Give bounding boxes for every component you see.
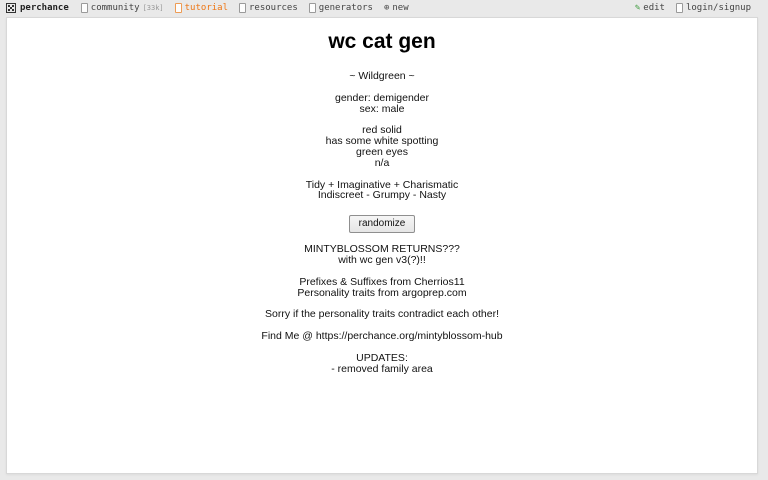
apology-section [7, 309, 757, 320]
extra-line: n/a [374, 156, 390, 169]
nav-item-label: tutorial [184, 3, 228, 13]
updates-title: UPDATES: [356, 351, 408, 364]
find-me-line: Find Me @ https://perchance.org/mintyblossom-hub [261, 330, 503, 343]
page-icon [81, 3, 88, 13]
login-icon [676, 3, 683, 13]
positive-traits: Tidy + Imaginative + Charismatic [305, 178, 459, 191]
eyes-line: green eyes [356, 145, 408, 158]
globe-plus-icon: ⊕ [383, 2, 390, 13]
gender-line: gender: demigender [335, 91, 429, 104]
generator-output-panel [6, 17, 758, 474]
nav-item-generators[interactable] [309, 3, 373, 13]
nav-item-label: community [90, 3, 140, 13]
randomize-button[interactable]: randomize [349, 215, 416, 233]
page-icon [175, 3, 182, 13]
edit-link[interactable] [635, 3, 665, 13]
cat-name: ~ Wildgreen ~ [349, 70, 415, 82]
announcement-section [7, 244, 757, 266]
appearance-section [7, 125, 757, 168]
credit-line-2: Personality traits from argoprep.com [297, 286, 467, 299]
credit-line-1: Prefixes & Suffixes from Cherrios11 [299, 275, 465, 288]
updates-section [7, 353, 757, 375]
credits-section [7, 277, 757, 299]
announcement-line-1: MINTYBLOSSOM RETURNS??? [304, 243, 460, 256]
page-icon [239, 3, 246, 13]
sex-line: sex: male [359, 102, 405, 115]
pelt-line: red solid [362, 124, 402, 137]
nav-item-resources[interactable] [239, 3, 298, 13]
top-navigation-bar [0, 0, 768, 16]
perchance-logo-icon [6, 3, 16, 13]
announcement-line-2: with wc gen v3(?)!! [338, 253, 426, 266]
randomize-row [7, 213, 757, 233]
brand-label: perchance [20, 3, 69, 13]
login-label: login/signup [685, 3, 751, 13]
nav-item-label: generators [318, 3, 373, 13]
nav-item-community[interactable] [81, 3, 164, 13]
community-member-count: [33k] [142, 4, 164, 12]
cat-name-section [7, 71, 757, 82]
login-signup-link[interactable] [676, 3, 751, 13]
nav-item-label: new [392, 3, 409, 13]
pencil-icon: ✎ [634, 2, 641, 13]
nav-item-new[interactable] [384, 3, 409, 13]
nav-item-label: resources [249, 3, 298, 13]
edit-label: edit [643, 3, 665, 13]
page-icon [309, 3, 316, 13]
generator-title: wc cat gen [328, 30, 436, 53]
gender-section [7, 93, 757, 115]
nav-item-tutorial[interactable] [175, 3, 228, 13]
spotting-line: has some white spotting [325, 135, 439, 148]
personality-section [7, 180, 757, 202]
find-me-section [7, 331, 757, 342]
negative-traits: Indiscreet - Grumpy - Nasty [317, 189, 447, 202]
apology-line: Sorry if the personality traits contradict each other! [264, 308, 500, 321]
perchance-logo-link[interactable] [6, 3, 69, 13]
update-entry: - removed family area [331, 362, 433, 375]
